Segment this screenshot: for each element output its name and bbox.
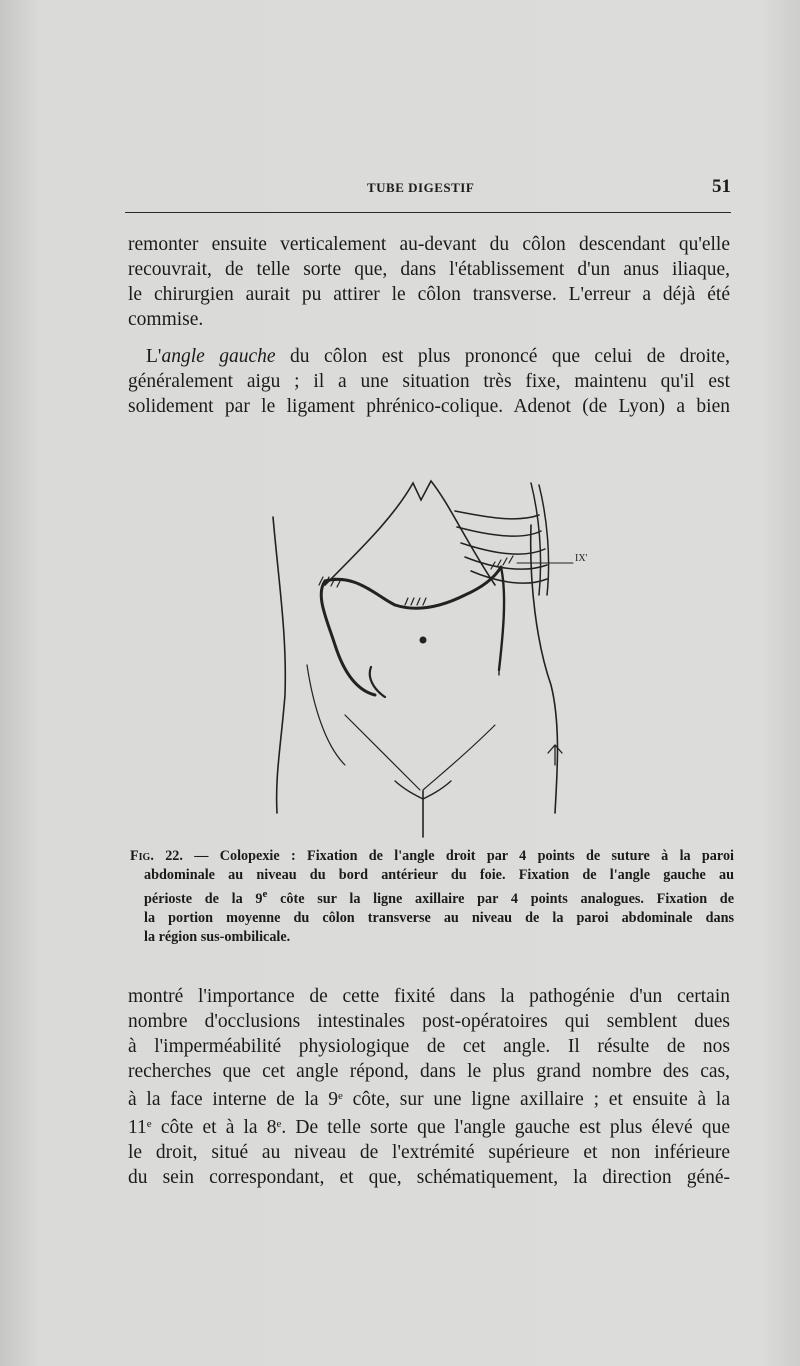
superscript: e — [276, 1118, 282, 1130]
caption-fragment: côte sur la ligne axillaire par 4 points analogues. Fixation de — [267, 891, 734, 907]
paragraph-1 — [128, 232, 730, 332]
iliac-line-left — [345, 715, 420, 790]
header-rule — [125, 212, 731, 213]
right-arrow-mark — [548, 745, 562, 765]
text-fragment: à la face interne de la 9 — [128, 1089, 339, 1110]
caption-fragment: — Colopexie : Fixation de l'angle droit par 4 points de suture à la paroi — [182, 848, 734, 864]
page-number: 51 — [712, 176, 731, 197]
text-line: solidement par le ligament phrénico-colique. Adenot (de Lyon) a bien — [128, 396, 730, 417]
text-line: montré l'importance de cette fixité dans la pathogénie d'un certain — [128, 986, 730, 1007]
caption-line — [130, 885, 734, 909]
running-title: TUBE DIGESTIF — [367, 180, 475, 195]
text-line: le chirurgien aurait pu attirer le côlon transverse. L'erreur a déjà été — [128, 284, 730, 305]
umbilicus — [420, 637, 427, 644]
text-line — [128, 344, 730, 369]
ascending-colon — [321, 581, 375, 695]
figure-label-ix: IX' — [575, 553, 588, 564]
colopexy-figure — [255, 445, 595, 840]
page-header — [125, 176, 731, 206]
text-line: remonter ensuite verticalement au-devant du côlon descendant qu'elle — [128, 234, 730, 255]
descending-colon — [499, 567, 504, 670]
left-body-line — [307, 665, 345, 765]
superscript: e — [338, 1090, 343, 1102]
iliac-line-right — [423, 725, 495, 790]
caption-line: abdominale au niveau du bord antérieur du foie. Fixation de l'angle gauche au — [144, 867, 734, 883]
text-line: recherches que cet angle répond, dans le plus grand nombre des cas, — [128, 1061, 730, 1082]
italic-term: angle gauche — [161, 346, 276, 367]
text-line: commise. — [128, 309, 204, 330]
text-fragment: . De telle sorte que l'angle gauche est plus élevé que — [281, 1117, 730, 1138]
text-fragment: côte, sur une ligne axillaire ; et ensuite à la — [342, 1089, 730, 1110]
caption-line: la portion moyenne du côlon transverse au niveau de la paroi abdominale dans — [144, 910, 734, 926]
superscript: e — [146, 1118, 152, 1130]
abdomen-illustration — [255, 445, 595, 840]
figure-caption — [130, 847, 734, 947]
text-fragment: du côlon est plus prononcé que celui de droite, — [275, 346, 730, 367]
figure-number: Fig. 22. — [130, 848, 183, 864]
paragraph-3 — [128, 984, 730, 1190]
text-line — [128, 1084, 730, 1112]
text-line: à l'imperméabilité physiologique de cet angle. Il résulte de nos — [128, 1036, 730, 1057]
superscript: e — [262, 888, 268, 900]
torso-left-outline — [273, 517, 285, 813]
text-line — [128, 1112, 730, 1140]
text-line: recouvrait, de telle sorte que, dans l'établissement d'un anus iliaque, — [128, 259, 730, 280]
text-fragment: L' — [146, 346, 162, 367]
text-line: généralement aigu ; il a une situation très fixe, maintenu qu'il est — [128, 371, 730, 392]
paragraph-2 — [128, 344, 730, 419]
appendix — [370, 667, 385, 697]
caption-line: la région sus-ombilicale. — [144, 929, 291, 945]
caption-line — [130, 847, 734, 866]
text-line: nombre d'occlusions intestinales post-opératoires qui semblent dues — [128, 1011, 730, 1032]
text-fragment: 11 — [128, 1117, 147, 1138]
text-fragment: côte et à la 8 — [151, 1117, 277, 1138]
caption-fragment: périoste de la 9 — [144, 891, 263, 907]
costal-margin — [325, 481, 495, 585]
text-line: du sein correspondant, et que, schématiquement, la direction géné- — [128, 1167, 730, 1188]
text-line: le droit, situé au niveau de l'extrémité supérieure et non inférieure — [128, 1142, 730, 1163]
